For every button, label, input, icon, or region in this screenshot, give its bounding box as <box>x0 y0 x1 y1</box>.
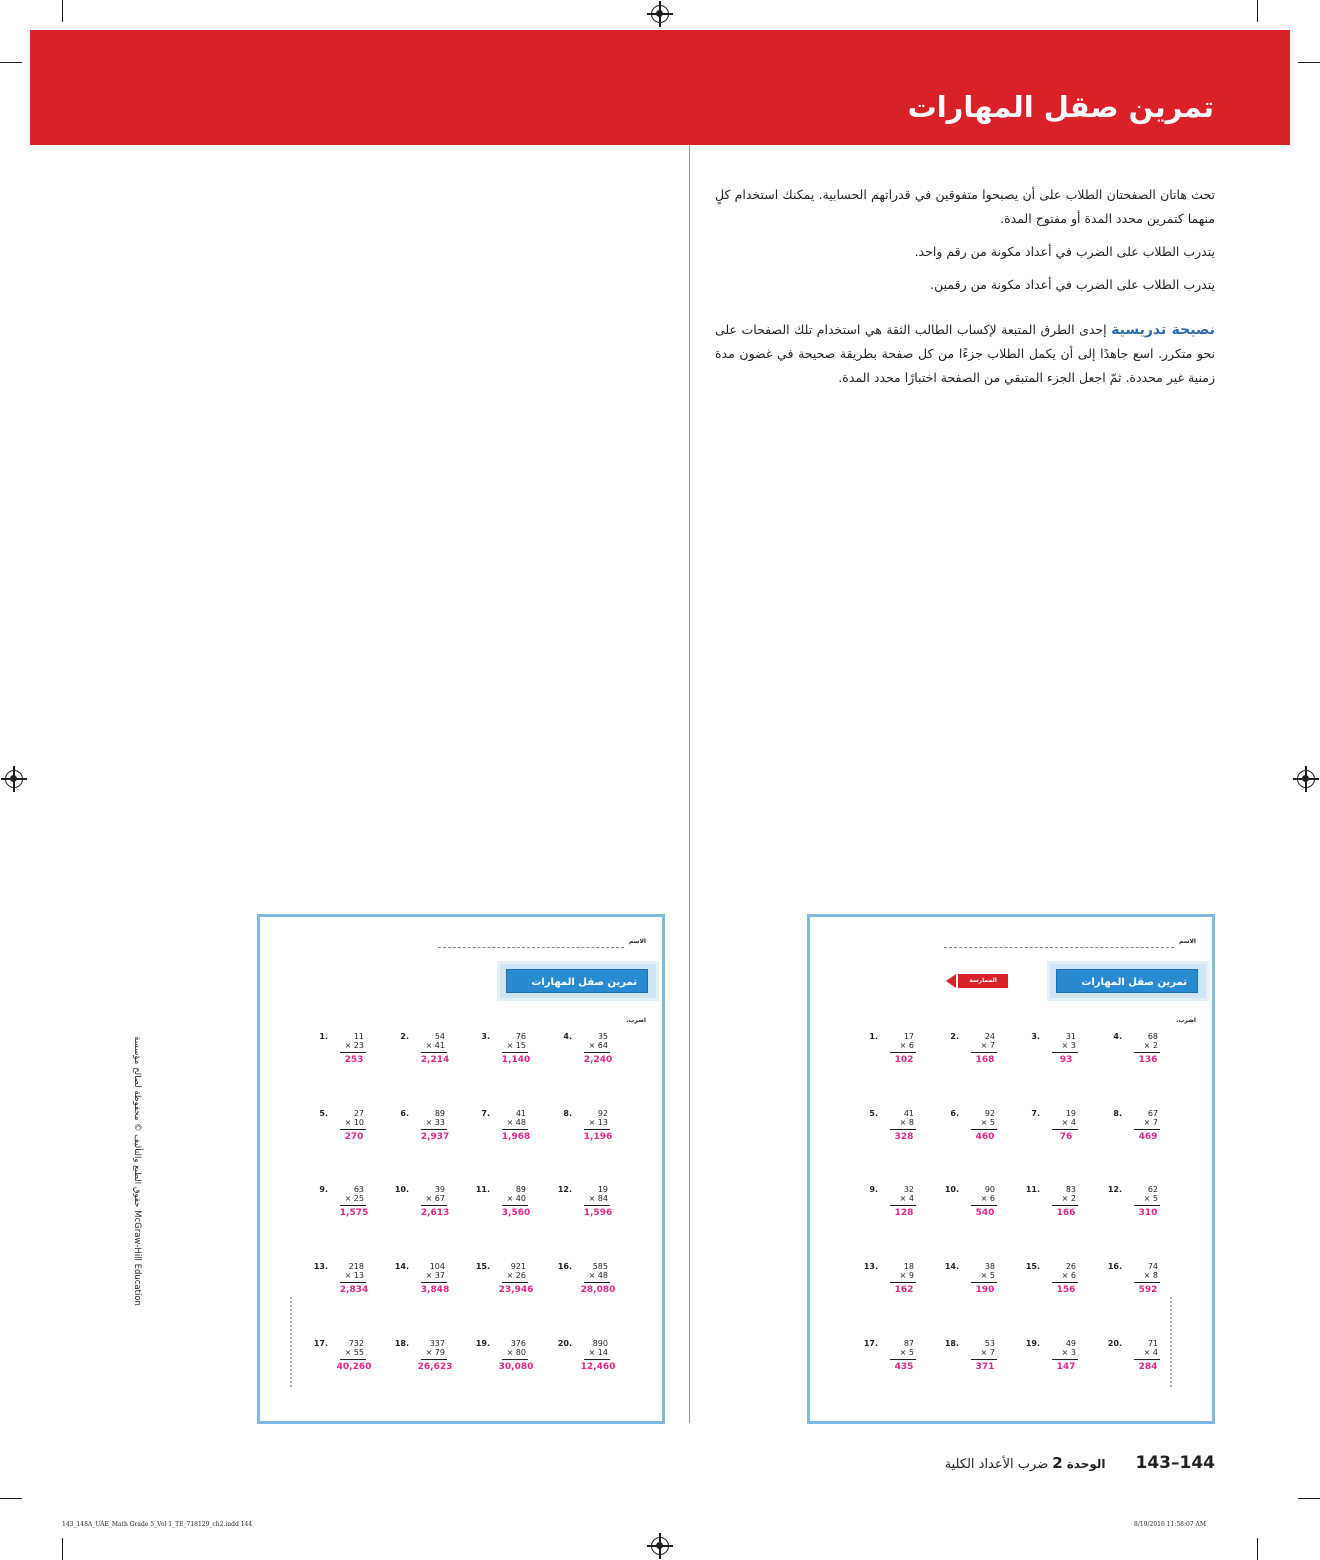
problem-number: 14. <box>944 1262 959 1271</box>
problem-factor-top: 585 <box>592 1262 608 1271</box>
problem-factor-bottom: × 4 <box>1143 1348 1158 1357</box>
problem-factor-top: 31 <box>1065 1032 1076 1041</box>
problem-rule <box>421 1129 447 1130</box>
crop-mark <box>1298 1498 1320 1499</box>
problem-factor-bottom: × 37 <box>425 1271 445 1280</box>
problem-factor-bottom: × 25 <box>344 1194 364 1203</box>
problem-rule <box>1134 1052 1160 1053</box>
registration-mark-icon <box>1297 770 1315 788</box>
problem-factor-top: 19 <box>1065 1109 1076 1118</box>
worksheet-thumbnail-right <box>807 914 1215 1424</box>
problem-factor-bottom: × 80 <box>506 1348 526 1357</box>
copyright-vertical <box>128 1020 144 1330</box>
problem-factor-top: 27 <box>353 1109 364 1118</box>
registration-mark-icon <box>651 1537 669 1555</box>
problem-number: 14. <box>394 1262 409 1271</box>
problem-factor-top: 92 <box>597 1109 608 1118</box>
problem-factor-top: 38 <box>984 1262 995 1271</box>
problem-factor-top: 921 <box>510 1262 526 1271</box>
problem-number: 7. <box>481 1109 490 1118</box>
problem-number: 16. <box>557 1262 572 1271</box>
problem-item <box>394 1262 453 1298</box>
problem-answer: 310 <box>1138 1208 1158 1218</box>
problem-factor-bottom: × 6 <box>980 1194 995 1203</box>
problem-factor-top: 104 <box>429 1262 445 1271</box>
problem-rule <box>1052 1129 1078 1130</box>
problem-item <box>563 1109 616 1145</box>
problem-item <box>319 1109 372 1145</box>
problem-item <box>869 1109 922 1145</box>
problem-factor-bottom: × 5 <box>980 1271 995 1280</box>
problem-item <box>1113 1109 1166 1145</box>
problem-number: 2. <box>400 1032 409 1041</box>
problem-factor-bottom: × 48 <box>506 1118 526 1127</box>
problem-answer: 76 <box>1059 1132 1073 1142</box>
problem-rule <box>890 1282 916 1283</box>
problem-number: 18. <box>394 1339 409 1348</box>
problem-factor-bottom: × 7 <box>1143 1118 1158 1127</box>
problem-factor-bottom: × 64 <box>588 1041 608 1050</box>
problem-number: 3. <box>481 1032 490 1041</box>
problem-answer: 592 <box>1138 1285 1158 1295</box>
problem-answer: 128 <box>894 1208 914 1218</box>
problem-rule <box>890 1129 916 1130</box>
crop-mark <box>1257 1538 1258 1560</box>
problem-item <box>1107 1262 1166 1298</box>
badge-arrow-icon <box>946 974 956 988</box>
problem-rule <box>1052 1282 1078 1283</box>
problem-number: 8. <box>563 1109 572 1118</box>
problem-factor-bottom: × 14 <box>588 1348 608 1357</box>
practice-badge <box>946 972 1010 990</box>
problem-number: 17. <box>313 1339 328 1348</box>
problem-item <box>557 1339 616 1375</box>
problem-answer: 2,214 <box>420 1055 450 1065</box>
problem-item <box>944 1262 1003 1298</box>
problem-factor-top: 90 <box>984 1185 995 1194</box>
header-banner <box>30 30 1290 145</box>
worksheet-title-tab <box>1050 964 1206 998</box>
problem-number: 13. <box>863 1262 878 1271</box>
problem-factor-top: 87 <box>903 1339 914 1348</box>
problem-answer: 270 <box>344 1132 364 1142</box>
problem-item <box>475 1339 534 1375</box>
problem-answer: 469 <box>1138 1132 1158 1142</box>
problem-item <box>869 1185 922 1221</box>
problem-factor-top: 218 <box>348 1262 364 1271</box>
problem-rule <box>890 1052 916 1053</box>
crop-mark <box>0 1498 22 1499</box>
problem-rule <box>1052 1205 1078 1206</box>
problem-factor-bottom: × 7 <box>980 1348 995 1357</box>
problem-answer: 1,575 <box>339 1208 369 1218</box>
problem-answer: 93 <box>1059 1055 1073 1065</box>
problem-number: 4. <box>1113 1032 1122 1041</box>
problem-answer: 371 <box>975 1362 995 1372</box>
problem-rule <box>421 1205 447 1206</box>
problem-item <box>319 1185 372 1221</box>
problem-number: 6. <box>400 1109 409 1118</box>
problem-number: 9. <box>319 1185 328 1194</box>
problem-answer: 1,968 <box>501 1132 531 1142</box>
problem-factor-bottom: × 10 <box>344 1118 364 1127</box>
problem-item <box>944 1339 1003 1375</box>
problem-item <box>481 1032 534 1068</box>
problem-answer: 147 <box>1056 1362 1076 1372</box>
problem-rule <box>340 1359 366 1360</box>
problem-factor-top: 26 <box>1065 1262 1076 1271</box>
problem-answer: 156 <box>1056 1285 1076 1295</box>
registration-mark-icon <box>651 5 669 23</box>
problem-rule <box>340 1129 366 1130</box>
problem-factor-bottom: × 33 <box>425 1118 445 1127</box>
intro-paragraph-2: يتدرب الطلاب على الضرب في أعداد مكونة من رقم واحد. <box>914 244 1215 259</box>
problem-factor-bottom: × 4 <box>899 1194 914 1203</box>
problem-answer: 26,623 <box>417 1362 453 1372</box>
problem-factor-top: 19 <box>597 1185 608 1194</box>
problem-item <box>557 1262 616 1298</box>
problem-rule <box>502 1359 528 1360</box>
problem-factor-bottom: × 79 <box>425 1348 445 1357</box>
problem-factor-bottom: × 2 <box>1061 1194 1076 1203</box>
problem-number: 3. <box>1031 1032 1040 1041</box>
problem-item <box>944 1185 1003 1221</box>
problem-answer: 328 <box>894 1132 914 1142</box>
problem-rule <box>584 1359 610 1360</box>
problem-item <box>557 1185 616 1221</box>
problem-factor-top: 337 <box>429 1339 445 1348</box>
problem-item <box>475 1185 534 1221</box>
problem-number: 8. <box>1113 1109 1122 1118</box>
problem-factor-bottom: × 6 <box>899 1041 914 1050</box>
problem-number: 13. <box>313 1262 328 1271</box>
problem-item <box>863 1339 922 1375</box>
problem-answer: 2,613 <box>420 1208 450 1218</box>
problem-factor-bottom: × 13 <box>344 1271 364 1280</box>
problem-rule <box>421 1052 447 1053</box>
problem-item <box>1025 1185 1084 1221</box>
problem-number: 2. <box>950 1032 959 1041</box>
problem-answer: 1,140 <box>501 1055 531 1065</box>
problem-rule <box>502 1205 528 1206</box>
problem-rule <box>1052 1359 1078 1360</box>
problem-rule <box>971 1282 997 1283</box>
problem-answer: 1,596 <box>583 1208 613 1218</box>
problem-factor-top: 74 <box>1147 1262 1158 1271</box>
worksheet-title-tab <box>500 964 656 998</box>
unit-number: 2 <box>1052 1454 1063 1472</box>
problem-item <box>863 1262 922 1298</box>
problem-number: 12. <box>1107 1185 1122 1194</box>
problem-rule <box>584 1205 610 1206</box>
problem-number: 18. <box>944 1339 959 1348</box>
problem-rule <box>340 1205 366 1206</box>
problem-factor-top: 89 <box>515 1185 526 1194</box>
problem-factor-bottom: × 40 <box>506 1194 526 1203</box>
problem-number: 19. <box>475 1339 490 1348</box>
problem-factor-top: 92 <box>984 1109 995 1118</box>
problem-factor-top: 41 <box>903 1109 914 1118</box>
crop-mark <box>62 1538 63 1560</box>
problem-number: 20. <box>557 1339 572 1348</box>
problem-answer: 540 <box>975 1208 995 1218</box>
problem-factor-top: 89 <box>434 1109 445 1118</box>
problem-number: 10. <box>394 1185 409 1194</box>
problem-rule <box>502 1129 528 1130</box>
worksheet-title: تمرين صقل المهارات <box>531 977 637 988</box>
problem-factor-bottom: × 8 <box>899 1118 914 1127</box>
practice-badge-label: الممارسة <box>958 974 1008 988</box>
problem-factor-bottom: × 7 <box>980 1041 995 1050</box>
name-label: الاسم <box>1178 938 1196 945</box>
problem-factor-bottom: × 13 <box>588 1118 608 1127</box>
print-slug-date: 8/19/2016 11:58:07 AM <box>1134 1521 1207 1528</box>
problem-factor-bottom: × 2 <box>1143 1041 1158 1050</box>
problem-item <box>313 1262 372 1298</box>
name-label: الاسم <box>628 938 646 945</box>
problem-factor-bottom: × 48 <box>588 1271 608 1280</box>
problem-answer: 284 <box>1138 1362 1158 1372</box>
problem-rule <box>1052 1052 1078 1053</box>
problem-factor-bottom: × 41 <box>425 1041 445 1050</box>
problem-factor-bottom: × 84 <box>588 1194 608 1203</box>
problem-rule <box>421 1282 447 1283</box>
problem-answer: 28,080 <box>580 1285 616 1295</box>
problem-number: 15. <box>475 1262 490 1271</box>
registration-mark-icon <box>5 770 23 788</box>
intro-paragraph-3: يتدرب الطلاب على الضرب في أعداد مكونة من رقمين. <box>930 277 1215 292</box>
problem-answer: 23,946 <box>498 1285 534 1295</box>
problem-factor-bottom: × 8 <box>1143 1271 1158 1280</box>
problem-item <box>950 1032 1003 1068</box>
problem-number: 10. <box>944 1185 959 1194</box>
problem-factor-top: 68 <box>1147 1032 1158 1041</box>
problem-factor-top: 17 <box>903 1032 914 1041</box>
problem-item <box>563 1032 616 1068</box>
problem-rule <box>340 1052 366 1053</box>
problem-factor-bottom: × 5 <box>899 1348 914 1357</box>
problem-number: 11. <box>1025 1185 1040 1194</box>
problem-factor-bottom: × 3 <box>1061 1041 1076 1050</box>
teaching-tip-label: نصيحة تدريسية <box>1111 322 1215 338</box>
problem-number: 7. <box>1031 1109 1040 1118</box>
problem-item <box>475 1262 534 1298</box>
problem-item <box>1107 1339 1166 1375</box>
problem-number: 6. <box>950 1109 959 1118</box>
problem-number: 1. <box>869 1032 878 1041</box>
problem-rule <box>1134 1129 1160 1130</box>
problem-item <box>394 1339 453 1375</box>
problem-answer: 2,240 <box>583 1055 613 1065</box>
problem-rule <box>971 1129 997 1130</box>
name-line <box>944 947 1174 948</box>
problem-rule <box>421 1359 447 1360</box>
problem-number: 15. <box>1025 1262 1040 1271</box>
problem-item <box>1107 1185 1166 1221</box>
problem-factor-top: 18 <box>903 1262 914 1271</box>
problem-factor-top: 83 <box>1065 1185 1076 1194</box>
problem-factor-bottom: × 5 <box>1143 1194 1158 1203</box>
problem-factor-bottom: × 26 <box>506 1271 526 1280</box>
problem-rule <box>1134 1282 1160 1283</box>
teaching-tip <box>715 318 1215 390</box>
problem-answer: 166 <box>1056 1208 1076 1218</box>
problem-answer: 1,196 <box>583 1132 613 1142</box>
teaching-tip-text: إحدى الطرق المتبعة لإكساب الطالب الثقة هي استخدام تلك الصفحات على نحو متكرر. اسع جاهدًا إلى أن يكمل الطلاب جزءًا من كل صفحة بطريقة صحيحة في غضون مدة زمنية غير محددة. ثمّ اجعل الجزء المتبقي من الصفحة اختبارًا محدد المدة. <box>715 322 1215 385</box>
problem-factor-top: 76 <box>515 1032 526 1041</box>
worksheet-instruction: اضرب. <box>626 1017 646 1024</box>
problem-number: 5. <box>319 1109 328 1118</box>
problem-item <box>313 1339 372 1375</box>
crop-mark <box>0 62 22 63</box>
problem-rule <box>971 1052 997 1053</box>
print-slug-file: 143_148A_UAE_Math Grade 5_Vol 1_TE_718129_ch2.indd 144 <box>62 1521 253 1528</box>
page-numbers: 144–143 <box>1135 1453 1215 1473</box>
problem-item <box>481 1109 534 1145</box>
problem-number: 4. <box>563 1032 572 1041</box>
problem-factor-top: 62 <box>1147 1185 1158 1194</box>
problem-number: 5. <box>869 1109 878 1118</box>
problem-answer: 3,848 <box>420 1285 450 1295</box>
page-footer <box>945 1453 1215 1473</box>
problem-item <box>400 1109 453 1145</box>
problem-item <box>950 1109 1003 1145</box>
problem-number: 11. <box>475 1185 490 1194</box>
problem-answer: 12,460 <box>580 1362 616 1372</box>
problem-factor-bottom: × 23 <box>344 1041 364 1050</box>
problem-answer: 435 <box>894 1362 914 1372</box>
problem-rule <box>340 1282 366 1283</box>
worksheet-instruction: اضرب. <box>1176 1017 1196 1024</box>
problem-item <box>400 1032 453 1068</box>
problem-number: 1. <box>319 1032 328 1041</box>
problem-rule <box>971 1205 997 1206</box>
problem-factor-top: 53 <box>984 1339 995 1348</box>
problem-factor-top: 32 <box>903 1185 914 1194</box>
problem-factor-bottom: × 55 <box>344 1348 364 1357</box>
problem-item <box>1025 1339 1084 1375</box>
problem-number: 20. <box>1107 1339 1122 1348</box>
copyright-text: حقوق الطبع والتأليف © محفوظة لصالح مؤسسة McGraw-Hill Education <box>132 1036 142 1306</box>
problem-factor-bottom: × 3 <box>1061 1348 1076 1357</box>
page-title: تمرين صقل المهارات <box>907 90 1214 124</box>
problem-rule <box>502 1052 528 1053</box>
worksheet-side-note <box>1170 1297 1178 1387</box>
problem-factor-top: 49 <box>1065 1339 1076 1348</box>
crop-mark <box>1298 62 1320 63</box>
problem-answer: 190 <box>975 1285 995 1295</box>
problem-number: 16. <box>1107 1262 1122 1271</box>
problem-factor-top: 376 <box>510 1339 526 1348</box>
problem-rule <box>971 1359 997 1360</box>
problem-item <box>1031 1032 1084 1068</box>
name-line <box>438 947 624 948</box>
problem-factor-bottom: × 5 <box>980 1118 995 1127</box>
problem-factor-top: 732 <box>348 1339 364 1348</box>
problem-answer: 40,260 <box>336 1362 372 1372</box>
problem-answer: 30,080 <box>498 1362 534 1372</box>
problem-answer: 3,560 <box>501 1208 531 1218</box>
problem-item <box>1113 1032 1166 1068</box>
problem-factor-top: 11 <box>353 1032 364 1041</box>
problem-rule <box>502 1282 528 1283</box>
problem-item <box>869 1032 922 1068</box>
problem-factor-top: 35 <box>597 1032 608 1041</box>
problem-factor-top: 24 <box>984 1032 995 1041</box>
intro-paragraph-1: تحث هاتان الصفحتان الطلاب على أن يصبحوا متفوقين في قدراتهم الحسابية. يمكنك استخدام كلٍ منهما كتمرين محدد المدة أو مفتوح المدة. <box>715 187 1215 226</box>
problem-rule <box>1134 1359 1160 1360</box>
problem-factor-bottom: × 4 <box>1061 1118 1076 1127</box>
problem-answer: 460 <box>975 1132 995 1142</box>
crop-mark <box>62 0 63 22</box>
problem-factor-bottom: × 9 <box>899 1271 914 1280</box>
problem-factor-bottom: × 6 <box>1061 1271 1076 1280</box>
problem-rule <box>584 1052 610 1053</box>
problem-answer: 2,937 <box>420 1132 450 1142</box>
problem-factor-top: 63 <box>353 1185 364 1194</box>
problem-answer: 168 <box>975 1055 995 1065</box>
problem-factor-top: 54 <box>434 1032 445 1041</box>
worksheet-thumbnail-left <box>257 914 665 1424</box>
problem-rule <box>584 1282 610 1283</box>
problem-factor-top: 41 <box>515 1109 526 1118</box>
problem-number: 9. <box>869 1185 878 1194</box>
problem-factor-top: 890 <box>592 1339 608 1348</box>
problem-factor-bottom: × 67 <box>425 1194 445 1203</box>
problem-answer: 162 <box>894 1285 914 1295</box>
problem-item <box>1031 1109 1084 1145</box>
problem-rule <box>890 1359 916 1360</box>
worksheet-title: تمرين صقل المهارات <box>1081 977 1187 988</box>
unit-label: الوحدة <box>1066 1457 1106 1471</box>
problem-number: 17. <box>863 1339 878 1348</box>
problem-item <box>394 1185 453 1221</box>
problem-answer: 2,834 <box>339 1285 369 1295</box>
problem-number: 12. <box>557 1185 572 1194</box>
spread-divider <box>689 145 690 1423</box>
problem-answer: 253 <box>344 1055 364 1065</box>
crop-mark <box>1257 0 1258 22</box>
problem-rule <box>1134 1205 1160 1206</box>
problem-rule <box>890 1205 916 1206</box>
problem-rule <box>584 1129 610 1130</box>
problem-item <box>319 1032 372 1068</box>
problem-factor-top: 67 <box>1147 1109 1158 1118</box>
problem-item <box>1025 1262 1084 1298</box>
problem-number: 19. <box>1025 1339 1040 1348</box>
problem-answer: 136 <box>1138 1055 1158 1065</box>
problem-factor-top: 71 <box>1147 1339 1158 1348</box>
problem-factor-top: 39 <box>434 1185 445 1194</box>
problem-answer: 102 <box>894 1055 914 1065</box>
problem-factor-bottom: × 15 <box>506 1041 526 1050</box>
unit-title: ضرب الأعداد الكلية <box>944 1457 1049 1472</box>
worksheet-side-note <box>290 1297 298 1387</box>
